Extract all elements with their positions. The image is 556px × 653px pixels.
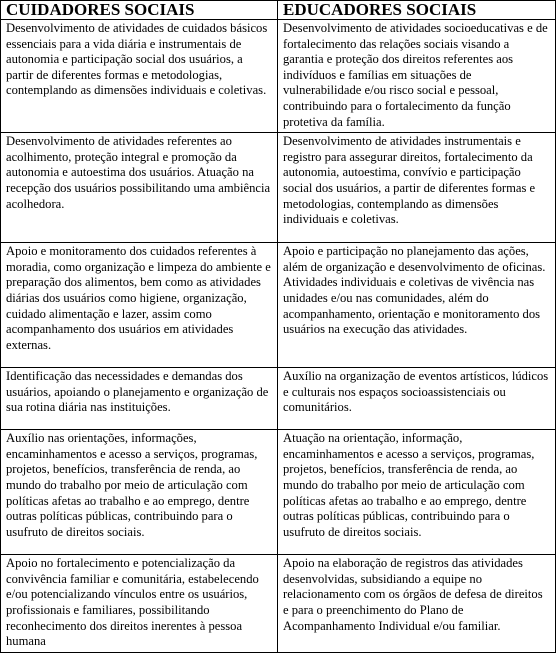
cell-text-cuidadores: Apoio no fortalecimento e potencialização da convivência familiar e comunitária, estabelecendo e/ou potencializando vínculos entre os usuários, profissionais e familiares, possibilitando reconhecimento dos direitos inerentes à pessoa humana [6,556,259,649]
header-educadores-sociais: EDUCADORES SOCIAIS [278,1,556,20]
cell-text-cuidadores: Desenvolvimento de atividades de cuidados básicos essenciais para a vida diária e instrumentais de autonomia e participação social dos usuários, a partir de diferentes formas e metodologias, contemplando as dimensões individuais e coletivas. [6,21,268,98]
cell-text-educadores: Apoio na elaboração de registros das atividades desenvolvidas, subsidiando a equipe no relacionamento com os órgãos de defesa de direitos e para o preenchimento do Plano de Acompanhamento Individual e/ou familiar. [283,556,543,633]
table-cell [1,20,278,133]
table-cell [278,368,556,430]
table-cell [1,133,278,243]
table-row [1,133,556,243]
table-cell [1,368,278,430]
cell-text-educadores: Apoio e participação no planejamento das ações, além de organização e desenvolvimento de oficinas. Atividades individuais e coletivas de vivência nas unidades e/ou nas comunidades, além do acompanhamento, orientação e monitoramento dos usuários na execução das atividades. [283,244,546,337]
table-row [1,430,556,555]
table-cell [278,430,556,555]
table-row [1,243,556,368]
table-cell [278,555,556,653]
table-cell [1,243,278,368]
table-row [1,555,556,653]
cell-text-cuidadores: Desenvolvimento de atividades referentes ao acolhimento, proteção integral e promoção da autonomia e autoestima dos usuários. Atuação na recepção dos usuários possibilitando uma ambiência acolhedora. [6,134,271,211]
cell-text-cuidadores: Auxílio nas orientações, informações, encaminhamentos e acesso a serviços, programas, projetos, benefícios, transferência de renda, ao mundo do trabalho por meio de articulação com políticas afetas ao trabalho e ao emprego, dentre outras políticas públicas, contribuindo para o usufruto de direitos sociais. [6,431,258,539]
cell-text-educadores: Atuação na orientação, informação, encaminhamentos e acesso a serviços, programas, projetos, benefícios, transferência de renda, ao mundo do trabalho por meio de articulação com políticas afetas ao trabalho e ao emprego, dentre outras políticas públicas, contribuindo para o usufruto de direitos sociais. [283,431,535,539]
header-row [1,1,556,20]
cell-text-cuidadores: Identificação das necessidades e demandas dos usuários, apoiando o planejamento e organização de sua rotina diária nas instituições. [6,369,269,415]
table-row [1,368,556,430]
table-cell [278,133,556,243]
cell-text-cuidadores: Apoio e monitoramento dos cuidados referentes à moradia, como organização e limpeza do ambiente e preparação dos alimentos, bem como as atividades diárias dos usuários como higiene, organização, cuidado alimentação e lazer, assim como acompanhamento dos usuários em atividades externas. [6,244,271,352]
header-cuidadores-sociais: CUIDADORES SOCIAIS [1,1,278,20]
table-row [1,20,556,133]
table-cell [1,555,278,653]
table-cell [278,243,556,368]
table-cell [1,430,278,555]
cell-text-educadores: Desenvolvimento de atividades socioeducativas e de fortalecimento das relações sociais visando a garantia e proteção dos direitos referentes aos indivíduos e famílias em situações de vulnerabilidade e/ou risco social e pessoal, contribuindo para o fortalecimento da função protetiva da família. [283,21,548,129]
cell-text-educadores: Auxílio na organização de eventos artísticos, lúdicos e culturais nos espaços socioassistenciais ou comunitários. [283,369,549,415]
cell-text-educadores: Desenvolvimento de atividades instrumentais e registro para assegurar direitos, fortalecimento da autonomia, autoestima, convívio e participação social dos usuários, a partir de diferentes formas e metodologias, contemplando as dimensões individuais e coletivas. [283,134,536,227]
table-cell [278,20,556,133]
